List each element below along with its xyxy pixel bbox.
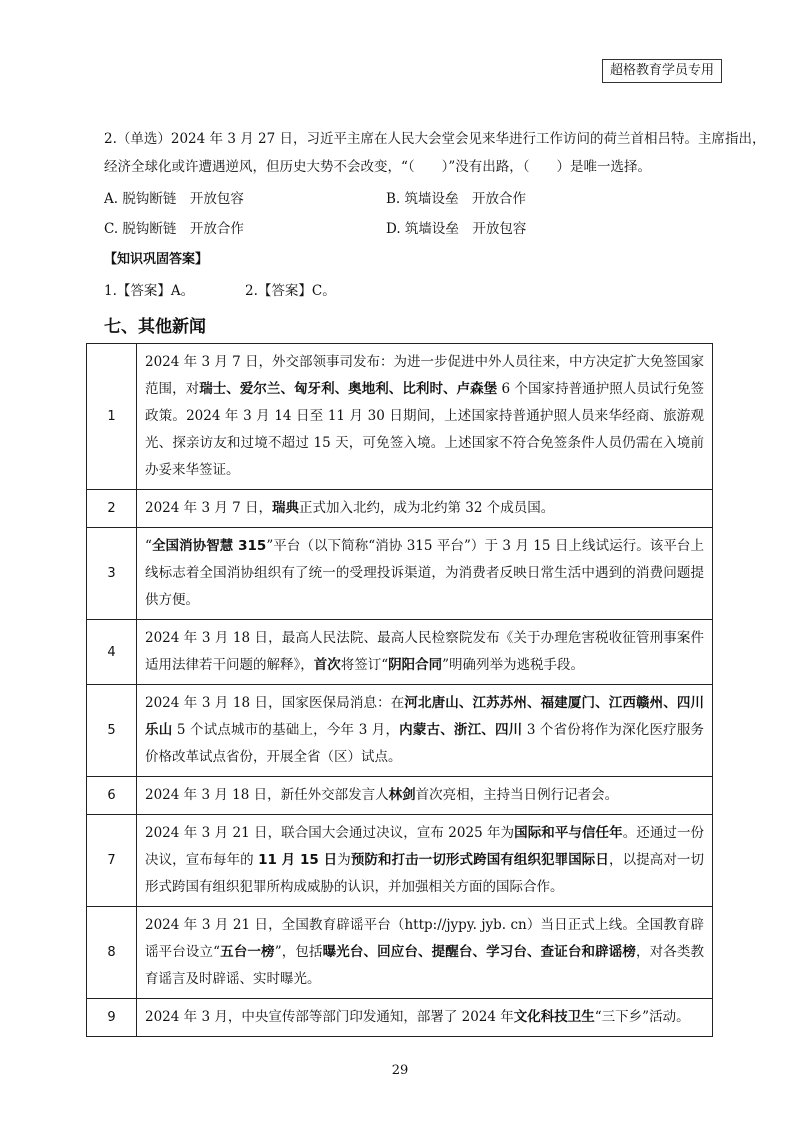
answers-heading: 【知识巩固答案】 [104,252,209,267]
news-text [137,999,713,1037]
news-number: 2 [87,490,137,528]
news-segment: 5 个试点城市的基础上，今年 3 月， [172,722,400,738]
news-segment: 2024 年 3 月 18 日，国家医保局消息：在 [145,695,405,711]
news-row [87,490,713,528]
news-text [137,490,713,528]
news-emphasis: 预防和打击一切形式跨国有组织犯罪国际日 [350,852,609,868]
news-segment: 2024 年 3 月 21 日，联合国大会通过决议，宣布 2025 年为 [145,825,515,841]
news-segment: 3 个省份将作为深化医疗服务价格改革试点省份，开展全省（区）试点。 [145,722,705,765]
news-emphasis: 内蒙古、浙江、四川 [399,722,523,738]
news-text [137,907,713,999]
news-number: 9 [87,999,137,1037]
news-emphasis: 瑞典 [272,500,299,516]
answer-2: 2.【答案】C。 [245,283,336,299]
news-number: 6 [87,777,137,815]
news-row [87,999,713,1037]
news-text [137,685,713,777]
news-emphasis: 国际和平与信任年 [514,825,623,841]
news-text [137,815,713,907]
news-text [137,777,713,815]
section-title: 七、其他新闻 [104,317,206,337]
question-2-stem-line2: 经济全球化或许遭遇逆风，但历史大势不会改变，“（ ）”没有出路，（ ）是唯一选择。 [104,159,652,175]
news-emphasis: 林剑 [388,787,416,803]
news-segment: 为 [337,852,351,868]
news-emphasis: 文化科技卫生 [513,1009,595,1025]
news-text [137,620,713,685]
option-a: A. 脱钩断链 开放包容 [104,191,244,207]
news-segment: “ [145,538,152,554]
news-emphasis: 11 月 15 日 [258,852,338,868]
news-segment: 将签订“ [340,657,389,673]
news-segment: 2024 年 3 月，中央宣传部等部门印发通知，部署了 2024 年 [145,1009,514,1025]
news-segment: ，对各类教育谣言及时辟谣、实时曝光。 [145,944,705,987]
news-emphasis: 河北唐山、江苏苏州、福建厦门、江西赣州、四川乐山 [145,695,705,738]
news-row [87,620,713,685]
news-number: 1 [87,344,137,490]
question-2-stem-line1: 2.（单选）2024 年 3 月 27 日，习近平主席在人民大会堂会见来华进行工作访问的荷兰首相吕特。主席指出， [104,131,766,147]
news-emphasis: 瑞士、爱尔兰、匈牙利、奥地利、比利时、卢森堡 [199,381,498,397]
news-segment: 正式加入北约，成为北约第 32 个成员国。 [299,500,555,516]
news-emphasis: 首次 [313,657,341,673]
news-segment: 。还通过一份决议，宣布每年的 [145,825,705,868]
news-emphasis: 阴阳合同 [388,657,443,673]
news-number: 5 [87,685,137,777]
news-number: 3 [87,528,137,620]
news-text [137,528,713,620]
news-emphasis: 曝光台、回应台、提醒台、学习台、查证台和辟谣榜 [322,944,637,960]
news-row [87,815,713,907]
news-segment: 2024 年 3 月 7 日，外交部领事司发布：为进一步促进中外人员往来，中方决定扩大免签国家范围，对 [145,354,704,397]
answer-1: 1.【答案】A。 [104,283,195,299]
news-row [87,344,713,490]
news-segment: 2024 年 3 月 18 日，新任外交部发言人 [145,787,389,803]
news-row [87,528,713,620]
news-segment: ”平台（以下简称“消协 315 平台”）于 3 月 15 日上线试运行。该平台上线标志着全国消协组织有了统一的受理投诉渠道，为消费者反映日常生活中遇到的消费问题提供方便。 [145,538,704,608]
news-text [137,344,713,490]
news-segment: ”，包括 [274,944,323,960]
option-b: B. 筑墙设垒 开放合作 [386,191,527,207]
news-row [87,777,713,815]
news-segment: 2024 年 3 月 7 日， [145,500,272,516]
option-d: D. 筑墙设垒 开放包容 [386,221,527,237]
news-emphasis: 全国消协智慧 315 [151,538,267,554]
news-segment: 2024 年 3 月 18 日，最高人民法院、最高人民检察院发布《关于办理危害税收征管刑事案件适用法律若干问题的解释》， [145,630,704,673]
news-segment: ，以提高对一切形式跨国有组织犯罪所构成威胁的认识，并加强相关方面的国际合作。 [145,852,705,895]
news-table [86,343,713,1037]
news-number: 4 [87,620,137,685]
news-segment: ”明确列举为逃税手段。 [442,657,585,673]
page-number: 29 [391,1063,409,1078]
option-c: C. 脱钩断链 开放合作 [104,221,244,237]
news-segment: “三下乡”活动。 [594,1009,690,1025]
news-number: 7 [87,815,137,907]
header-badge: 超格教育学员专用 [602,59,722,83]
news-emphasis: 五台一榜 [220,944,275,960]
news-number: 8 [87,907,137,999]
news-row [87,907,713,999]
news-segment: 2024 年 3 月 21 日，全国教育辟谣平台（http://jypy. jyb. cn）当日正式上线。全国教育辟谣平台设立“ [145,917,704,960]
news-segment: 6 个国家持普通护照人员试行免签政策。2024 年 3 月 14 日至 11 月 30 日期间，上述国家持普通护照人员来华经商、旅游观光、探亲访友和过境不超过 15 天，可免签入境。上述国家不符合免签条件人员仍需在入境前办妥来华签证。 [145,381,705,478]
news-row [87,685,713,777]
news-segment: 首次亮相，主持当日例行记者会。 [415,787,619,803]
